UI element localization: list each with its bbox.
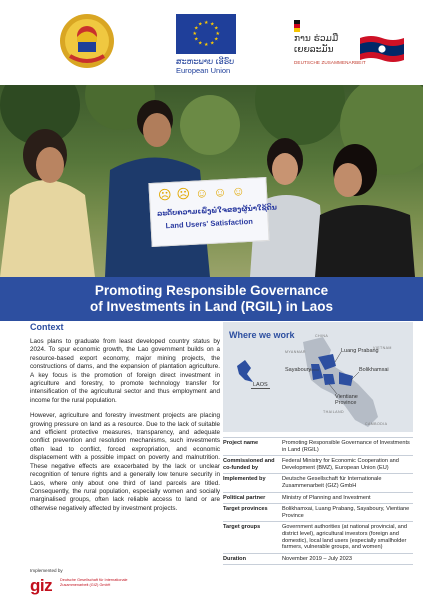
map-label-vietnam: VIETNAM bbox=[373, 346, 392, 350]
context-section bbox=[30, 322, 220, 520]
map-label-sayaboury: Sayaboury bbox=[285, 367, 312, 373]
info-key: Commissioned and co-funded by bbox=[223, 458, 275, 471]
info-value: November 2019 – July 2023 bbox=[282, 555, 352, 562]
title-line-2: of Investments in Land (RGIL) in Laos bbox=[89, 299, 333, 314]
eu-lao-text: ສະຫະພາບ ເອີຣົບ bbox=[176, 57, 235, 66]
project-info-table bbox=[223, 437, 413, 565]
svg-text:★: ★ bbox=[198, 21, 203, 28]
info-key: Target provinces bbox=[223, 506, 268, 513]
eu-logo bbox=[176, 14, 238, 75]
map-label-myanmar: MYANMAR bbox=[285, 350, 306, 354]
info-value: Ministry of Planning and Investment bbox=[282, 494, 371, 501]
info-key: Implemented by bbox=[223, 476, 266, 483]
info-value: Federal Ministry for Economic Cooperation and Development (BMZ), European Union (EU) bbox=[282, 458, 399, 471]
eu-flag-icon bbox=[176, 14, 236, 54]
info-key: Project name bbox=[223, 440, 259, 446]
svg-text:★: ★ bbox=[194, 36, 199, 43]
sign-english-text: Land Users' Satisfaction bbox=[165, 216, 254, 231]
svg-text:★: ★ bbox=[198, 40, 203, 47]
header-logos bbox=[0, 0, 423, 85]
context-paragraph-1: Laos plans to graduate from least developed country status by 2024. To spur economic growth, the Lao government builds on a resource-based export economy, major mining projects, the constructions of dams, and the expansion of plantation agriculture. A key focus is the promotion of foreign direct investment in agriculture and forestry, to promote technology transfer for intensification of the agricultural sector and thus employment and income for the rural population. bbox=[30, 338, 220, 404]
map-label-cambodia: CAMBODIA bbox=[365, 422, 388, 426]
eu-name: European Union bbox=[176, 66, 231, 75]
map-label-luang-prabang: Luang Prabang bbox=[341, 348, 379, 354]
context-heading: Context bbox=[30, 322, 64, 332]
map-title: Where we work bbox=[229, 330, 295, 340]
info-key: Political partner bbox=[223, 494, 266, 501]
svg-text:★: ★ bbox=[210, 40, 215, 47]
giz-full-name: Deutsche Gesellschaft für Internationale Zusammenarbeit (GIZ) GmbH bbox=[60, 578, 128, 587]
info-key: Target groups bbox=[223, 524, 261, 531]
info-row bbox=[223, 503, 413, 521]
info-row bbox=[223, 492, 413, 504]
implemented-by-label: Implemented by bbox=[30, 568, 63, 573]
lao-flag-icon bbox=[360, 34, 404, 64]
svg-text:★: ★ bbox=[214, 36, 219, 43]
info-row bbox=[223, 473, 413, 491]
german-cooperation-lao-text: ການ ຮ່ວມມື ເຍຍລະມັນ bbox=[294, 34, 339, 55]
info-row bbox=[223, 437, 413, 455]
giz-logo: giz bbox=[30, 576, 53, 595]
map-label-china: CHINA bbox=[315, 334, 329, 338]
svg-text:★: ★ bbox=[204, 42, 209, 48]
map-illustration bbox=[223, 322, 413, 432]
hero-photo bbox=[0, 85, 423, 277]
svg-text:★: ★ bbox=[194, 25, 199, 32]
footer-implemented-by bbox=[30, 568, 230, 598]
where-we-work-map bbox=[223, 322, 413, 432]
svg-text:★: ★ bbox=[210, 21, 215, 28]
sign-lao-text: ລະດັບຄວາມເພິ່ງພໍໃຈຂອງຜູ້ນຳໃຊ້ດິນ bbox=[156, 203, 278, 218]
smiley-faces-icon: ☹☹☺☺☺ bbox=[157, 182, 251, 203]
info-value: Deutsche Gesellschaft für Internationale Zusammenarbeit (GIZ) GmbH bbox=[282, 476, 382, 489]
title-line-1: Promoting Responsible Governance bbox=[94, 283, 329, 298]
svg-text:★: ★ bbox=[214, 25, 219, 32]
info-row bbox=[223, 455, 413, 473]
info-value: Government authorities (at national provincial, and district level), agricultural investors (foreign and domestic), local land users (especially smallholder farmers, vulnerable groups, and women) bbox=[282, 524, 407, 551]
map-label-thailand: THAILAND bbox=[323, 410, 344, 414]
satisfaction-sign bbox=[148, 177, 278, 247]
svg-text:★: ★ bbox=[204, 20, 209, 26]
map-label-bolikhamxai: Bolikhamxai bbox=[359, 367, 389, 373]
info-row bbox=[223, 521, 413, 552]
info-row bbox=[223, 553, 413, 566]
page-title bbox=[0, 283, 423, 315]
info-key: Duration bbox=[223, 555, 246, 562]
german-stripes-icon bbox=[294, 20, 352, 32]
info-value: Bolikhamxai, Luang Prabang, Sayaboury, Vientiane Province bbox=[282, 506, 410, 519]
lao-national-emblem-icon bbox=[58, 12, 116, 70]
svg-text:★: ★ bbox=[192, 31, 197, 37]
title-band bbox=[0, 277, 423, 321]
map-label-laos: LAOS bbox=[253, 382, 268, 388]
german-cooperation-name: DEUTSCHE ZUSAMMENARBEIT bbox=[294, 60, 366, 65]
info-value: Promoting Responsible Governance of Investments in Land (RGIL) bbox=[282, 440, 410, 453]
context-paragraph-2: However, agriculture and forestry investment projects are placing growing pressure on land as a resource. Due to the lack of suitable and efficient protective measures, transparency, and adequate conflict prevention and resolution mechanisms, such investments often lead to conflict, forced expropriation, and economic displacement with a possible impact on poverty and malnutrition. These negative effects are exacerbated by the lack or unclear recognition of tenure rights and a generally low tenure security in Laos, where only about one third of land parcels are titled. Consequently, the rural population, especially women and socially marginalised groups, often lack reliable access to land or are otherwise negatively affected by investment projects. bbox=[30, 412, 220, 512]
map-label-vientiane: Vientiane Province bbox=[335, 394, 358, 406]
svg-text:★: ★ bbox=[215, 31, 220, 37]
